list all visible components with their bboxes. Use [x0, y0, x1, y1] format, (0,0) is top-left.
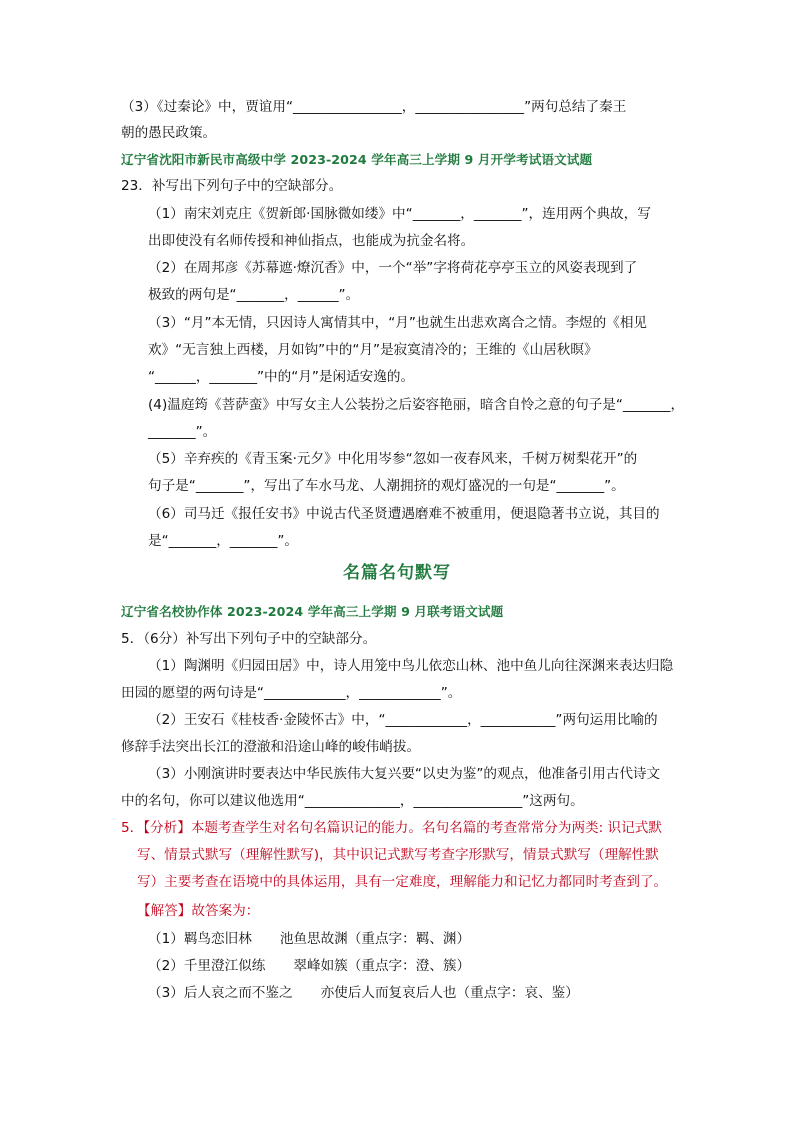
answer-line — [137, 902, 259, 920]
q23-s6-line1: （6）司马迁《报任安书》中说古代圣贤遭遇磨难不被重用，便退隐著书立说，其目的 — [148, 506, 660, 522]
answer-2 — [148, 957, 470, 975]
analysis-text-1: 本题考查学生对名句名篇识记的能力。名句名篇的考查常常分为两类: 识记式默 — [190, 820, 662, 836]
q23-s4-line2: _______”。 — [148, 424, 217, 440]
q23-s3-line3: “______，_______”中的“月”是闲适安逸的。 — [148, 369, 415, 385]
q23-s2-line1: （2）在周邦彦《苏幕遮·燎沉香》中，一个“举”字将荷花亭亭玉立的风姿表现到了 — [148, 260, 638, 276]
q23-s1-line1: （1）南宋刘克庄《贺新郎·国脉微如缕》中“_______，_______”，连用两个典故，写 — [148, 206, 651, 222]
q23-s3-line2: 欢》“无言独上西楼，月如钩”中的“月”是寂寞清冷的；王维的《山居秋暝》 — [148, 342, 598, 358]
analysis-line2: 写、情景式默写（理解性默写)，其中识记式默写考查字形默写，情景式默写（理解性默 — [137, 847, 659, 863]
analysis-number: 5． — [121, 820, 144, 836]
source-heading-2: 辽宁省名校协作体 2023-2024 学年高三上学期 9 月联考语文试题 — [121, 604, 504, 619]
analysis-line3: 写）主要考查在语境中的具体运用，具有一定难度，理解能力和记忆力都同时考查到了。 — [137, 874, 668, 890]
q5-s1-line1: （1）陶渊明《归园田居》中，诗人用笼中鸟儿依恋山林、池中鱼儿向往深渊来表达归隐 — [148, 658, 674, 674]
q23-s3-line1: （3）“月”本无情，只因诗人寓情其中，“月”也就生出悲欢离合之情。李煜的《相见 — [148, 315, 648, 331]
answer-3-second: 亦使后人而复哀后人也（重点字：哀、鉴） — [320, 985, 579, 1001]
q23-s5-line1: （5）辛弃疾的《青玉案·元夕》中化用岑参“忽如一夜春风来，千树万树梨花开”的 — [148, 451, 638, 467]
q23-header: 23．补写出下列句子中的空缺部分。 — [121, 178, 343, 194]
analysis-line1 — [121, 819, 662, 837]
answer-intro: 故答案为： — [191, 903, 260, 919]
q23-s1-line2: 出即使没有名师传授和神仙指点，也能成为抗金名将。 — [148, 233, 475, 249]
q23-s5-line2: 句子是“_______”，写出了车水马龙、人潮拥挤的观灯盛况的一句是“_______”。 — [148, 478, 625, 494]
source-heading-1: 辽宁省沈阳市新民市高级中学 2023-2024 学年高三上学期 9 月开学考试语文试题 — [121, 152, 593, 167]
answer-1-first: （1）羁鸟恋旧林 — [148, 931, 252, 947]
q5-s3-line2: 中的名句，你可以建议他选用“______________，________________”这两句。 — [121, 793, 584, 809]
answer-3-first: （3）后人哀之而不鉴之 — [148, 985, 293, 1001]
answer-2-second: 翠峰如簇（重点字：澄、簇） — [293, 958, 471, 974]
q5-s2-line1: （2）王安石《桂枝香·金陵怀古》中，“____________，___________”两句运用比喻的 — [148, 712, 658, 728]
analysis-tag: 【分析】 — [143, 820, 191, 836]
q5-header: 5．（6分）补写出下列句子中的空缺部分。 — [121, 631, 377, 647]
answer-1-second: 池鱼思故渊（重点字：羁、渊） — [279, 931, 471, 947]
q23-s6-line2: 是“_______，_______”。 — [148, 533, 299, 549]
section-title: 名篇名句默写 — [343, 563, 451, 583]
answer-3 — [148, 984, 579, 1002]
answer-1 — [148, 930, 470, 948]
q23-s2-line2: 极致的两句是“_______，______”。 — [148, 287, 360, 303]
prev-q3-line2: 朝的愚民政策。 — [121, 125, 217, 141]
q5-s3-line1: （3）小刚演讲时要表达中华民族伟大复兴要“以史为鉴”的观点，他准备引用古代诗文 — [148, 766, 661, 782]
q5-s2-line2: 修辞手法突出长江的澄澈和沿途山峰的峻伟峭拔。 — [121, 739, 421, 755]
answer-tag: 【解答】 — [137, 903, 192, 919]
q23-s4-line1: (4)温庭筠《菩萨蛮》中写女主人公装扮之后姿容艳丽，暗含自怜之意的句子是“_______， — [148, 397, 685, 413]
answer-2-first: （2）千里澄江似练 — [148, 958, 266, 974]
q5-s1-line2: 田园的愿望的两句诗是“____________，____________”。 — [121, 685, 462, 701]
prev-q3-line1: （3）《过秦论》中，贾谊用“________________，________________”两句总结了秦王 — [121, 99, 627, 115]
